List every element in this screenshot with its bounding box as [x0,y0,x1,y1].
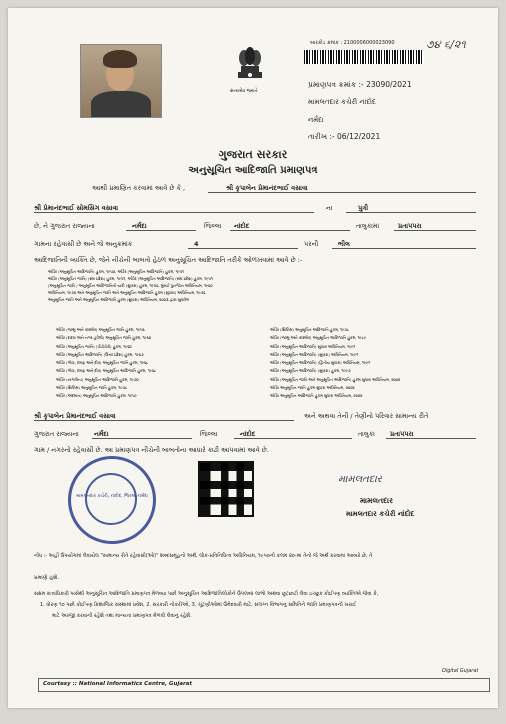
orders-column-b [270,326,400,401]
relation: પુત્રી [358,204,369,212]
order-line: ઓર્ડર (અનુસૂચિત આદિજાતિ) (ઉત્તર પ્રદેશ) હુકમ, ૧૯૬૭ [56,351,144,357]
district2-label: જિલ્લા [200,430,218,438]
order-line: ઓર્ડર (સિક્કિમ) અનુસૂચિત આદિજાતિ હુકમ, ૧૯૭૮ [270,327,349,332]
order-line: ઓર્ડર (અનુસૂચિત જાતિ અને અનુસૂચિત આદિજાતિ) હુકમ સુધારા અધિનિયમ, ૨૦૦૨ [270,376,401,382]
taluka2-label: તાલુકા [358,430,375,438]
father-name: શ્રી પ્રેમાનંદભાઈ સોમસિંગ વસાવા [34,204,119,212]
order-line: ઓર્ડર (જમ્મુ અને કાશ્મીર) અનુસૂચિત આદિજાતિ હુકમ, ૧૯૮૯ [270,335,367,341]
note-1: નોંધ :- અહીં ઉપયોગમાં લેવાયેલ "સામાન્ય રીતે રહેવાસી(ઓ)" શબ્દસમૂહનો અર્થ, લોક-પ્રતિનિધિત્વ અધિનિયમ, ૧૯૫૦ની કલમ ૨૦-માં તેનો જે અર્થ કરવામાં આવ્યો છે, તે [34,553,373,559]
closing-text: ગામ / નગરનો રહેવાસી છે. આ પ્રમાણપત્ર નીચેની બાબતોના આધારે કાઢી આપવામાં આવે છે. [34,446,269,454]
taluka-name: નાંદોદ [234,222,250,230]
issuing-district: નર્મદા [308,116,324,124]
barcode [304,50,424,64]
handwritten-note: ૭૪ ૬/૨૧ [426,38,466,51]
state2-prefix: ગુજરાત રાજ્યના [34,430,79,438]
family-suffix: અને અથવા તેની / તેણીનો પરિવાર સામાન્ય રીતે [304,412,429,420]
district-label: જિલ્લા [204,222,222,230]
district2-name: નર્મદા [94,430,109,438]
district-name: નર્મદા [132,222,147,230]
order-line: ઓર્ડર (ગોવા, દમણ અને દીવ) અનુસૂચિત આદિજાતિ હુકમ, ૧૯૬૮ [56,368,157,374]
government-title: ગુજરાત સરકાર [218,148,288,161]
serial-number: 4 [194,240,199,248]
note-2: સક્ષમ સત્તાધિકારી પાસેથી અનુસૂચિત આદિજાતિ પ્રમાણપત્ર મેળવ્યા પછી અનુસૂચિત આદિજાતિલોકોને ઉપલબ્ધ લાભો અથવા છૂટછાટો લેવા ઇચ્છુક કોઈપણ વ્યક્તિએ જેવા કે, [34,591,379,597]
barcode-label: બારકોડ ક્રમાંક : 2100006000023090 [310,40,395,46]
taluka-label: તાલુકામાં [356,222,380,230]
qr-code [198,461,254,517]
issuing-office: મામલતદાર કચેરી નાંદોદ [308,98,376,106]
note-item-1: 1. ધોરણ ૧૦ પછી કોઈપણ ક્રિશાજિક સંસ્થામાં પ્રવેશ, 2. સરકારી નોકરીઓ, 3. ચૂંટણીઓમાં ઉમેદવારી માટે, સંલગ્ન વિભાગનું સમિતિને જાતિ પ્રમાણપત્રની ખરાઈ [40,602,357,608]
signatory-office: મામલતદાર કચેરી નાંદોદ [346,510,415,518]
courtesy-text: Courtesy :: National Informatics Centre, Gujarat [43,681,193,687]
order-line: ઓર્ડર અનુસૂચિત જાતિ હુકમ સુધારા અધિનિયમ, ૨૦૦૨ [270,385,355,391]
taluka2-name: નાંદોદ [240,430,256,438]
order-line: ઓર્ડર (જમ્મુ અને કાશ્મીર) અનુસૂચિત જાતિ હુકમ, ૧૯૫૬ [56,327,145,332]
order-line: ઓર્ડર (અનુસૂચિત આદિજાતિ) સુધારા અધિનિયમ, ૧૯૯૧ [270,343,356,349]
signatory-title: મામલતદાર [360,496,393,505]
tribe-name: ભીલ [338,240,350,248]
certificate-title: અનુસૂચિત આદિજાતિ પ્રમાણપત્ર [188,165,318,176]
order-line: ઓર્ડર (અનુસૂચિત આદિજાતિ) હુકમ, ૧૯૫૦, ઓર્ડર (અનુસૂચિત આદિજાતિ) હુકમ, ૧૯૫૧ [48,269,185,274]
certify-text: આથી પ્રમાણિત કરવામાં આવે છે કે , [92,184,186,192]
footer-box [38,678,490,692]
order-line: ઓર્ડર (ગોવા, દમણ અને દીવ) અનુસૂચિત જાતિ હુકમ, ૧૯૬૮ [56,360,149,366]
issue-date: તારીખ :- 06/12/2021 [308,132,381,141]
order-line: ઓર્ડર (અનુસૂચિત આદિજાતિ) (સુધારા) અધિનિયમ, ૧૯૯૧ [270,351,359,357]
ashoka-emblem-icon [232,40,268,88]
digital-gujarat-brand: Digital Gujarat [442,668,479,674]
emblem-caption: સત્યમેવ જયતે [230,89,258,94]
order-line: ઓર્ડર અનુસૂચિત આદિજાતિ હુકમ સુધારા અધિનિયમ, ૨૦૦૨ [270,393,363,399]
family-name: શ્રી કૃપાબેન પ્રેમાનંદભાઈ વસાવા [34,412,116,420]
order-line: ઓર્ડર (અનુસૂચિત આદિજાતિ) (સુધારા) હુકમ, ૧૯૯૭ [270,368,351,374]
relation-prefix: ના [326,204,333,212]
orders-list [48,268,213,303]
tribe-clause: આદિજાતિની વ્યક્તિ છે, જેને નીચેની બાબતો હેઠળ અનુસૂચિત આદિજાતિ તરીકે ઓળખવામાં આવે છે :- [34,256,303,264]
seal-text: મામલતદાર કચેરી, નાંદોદ, જિલ્લો નર્મદા [76,494,148,499]
orders-column-a [56,326,156,401]
certificate-page [8,8,498,708]
tribe-suffix: પરની [304,240,319,248]
village-prefix: ગામના રહેવાસી છે અને જે અનુક્રમાંક [34,240,133,248]
village2-name: પ્રતાપપરા [390,430,414,438]
certificate-number: પ્રમાણપત્ર ક્રમાંક :- 23090/2021 [308,80,412,89]
order-line: ઓર્ડર (નાગાલેન્ડ) અનુસૂચિત આદિજાતિ હુકમ, ૧૯૭૦ [56,376,139,382]
handwritten-signature: મામલતદાર [338,474,382,485]
order-line: ઓર્ડર (અનુસૂચિત આદિજાતિ) (દ્વિતીય સુધારા) અધિનિયમ, ૧૯૯૧ [270,360,371,366]
note-item-2: માટે અરજી કરવાની રહેશે તથા માન્યતા પ્રમાણપત્ર મેળવી લેવાનું રહેશે. [52,613,192,619]
order-line: (અનુસૂચિત જાતિ / અનુસૂચિત આદિજાતિની યાદી (સુધારા) હુકમ, ૧૯૫૬, મુંબઈ પુનર્ગઠન અધિનિયમ, ૧૯૬૦ [48,283,213,288]
official-seal [68,456,156,544]
applicant-name: શ્રી કૃપાબેન પ્રેમાનંદભાઈ વસાવા [226,184,308,192]
state-prefix: છે, ને ગુજરાત રાજ્યના [34,222,95,230]
order-line: ઓર્ડર (અનુસૂચિત જાતિ) (પોંડીચેરી) હુકમ, ૧૯૬૪ [56,343,132,349]
order-line: ઓર્ડર (દાદરા અને નગર હવેલી) અનુસૂચિત જાતિ હુકમ, ૧૯૬૨ [56,335,152,341]
note-1b: પ્રમાણે હશે. [34,575,60,581]
order-line: અધિનિયમ, ૧૯૭૦ અને અનુસૂચિત જાતિ અને અનુસૂચિત આદિજાતિ હુકમ (સુધારા) અધિનિયમ, ૧૯૭૬ [48,290,206,295]
order-line: ઓર્ડર (અંદમાન) અનુસૂચિત આદિજાતિ હુકમ, ૧૯૫૯ [56,393,137,399]
applicant-photo [80,44,162,118]
order-line: ઓર્ડર (સિક્કિમ) અનુસૂચિત જાતિ હુકમ, ૧૯૭૮ [56,385,128,391]
village-name: પ્રતાપપરા [398,222,422,230]
order-line: અનુસૂચિત જાતિ અને અનુસૂચિત આદિજાતિ હુકમ (સુધારા) અધિનિયમ, ૨૦૦૩ દ્વારા સુધારેલ [48,297,189,302]
order-line: ઓર્ડર (અનુસૂચિત જાતિ) (સંઘ પ્રદેશ) હુકમ, ૧૯૫૧, ઓર્ડર (અનુસૂચિત આદિજાતિ) (સંઘ પ્રદેશ) હુકમ, ૧૯૫૧ [48,276,213,281]
